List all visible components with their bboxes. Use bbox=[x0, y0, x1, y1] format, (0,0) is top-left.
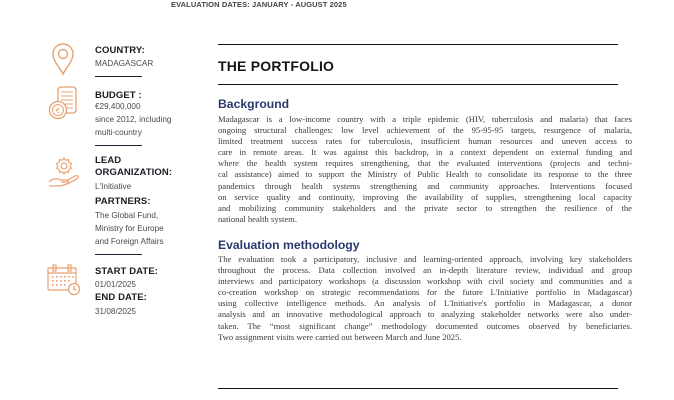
info-sidebar bbox=[0, 0, 210, 400]
partners-line-3: and Foreign Affairs bbox=[95, 237, 164, 246]
divider bbox=[95, 76, 142, 77]
text-line: using collective intelligence methods. An analysis of L'Initiative's portfolio in Madagascar, a donor bbox=[218, 298, 632, 309]
end-date-value: 31/08/2025 bbox=[95, 307, 136, 316]
map-pin-icon bbox=[50, 42, 76, 76]
start-date-label: START DATE: bbox=[95, 266, 159, 277]
text-line: Two assignment visits were carried out between March and June 2025. bbox=[218, 331, 462, 342]
hand-gear-icon bbox=[47, 155, 81, 189]
text-line: Madagascar is a low-income country with a triple epidemic (HIV, tuberculosis and malaria) that faces bbox=[218, 114, 632, 124]
text-line: care in remote areas. It was against this backdrop, in a context dependent on external funding and bbox=[218, 147, 632, 158]
divider bbox=[95, 254, 142, 255]
text-line: throughout the process. Data collection involved an in-depth literature review, individual and group bbox=[218, 265, 632, 276]
text-line: ongoing structural challenges: low level achievement of the 95-95-95 targets, resurgence of malaria, bbox=[218, 125, 632, 136]
budget-note-line-2: multi-country bbox=[95, 128, 142, 137]
methodology-paragraph bbox=[218, 254, 632, 343]
text-line: cal assistance) aimed to support the Ministry of Public Health to consolidate its response to the three bbox=[218, 169, 632, 180]
lead-organization-value: L'Initiative bbox=[95, 182, 132, 191]
evaluation-methodology-heading: Evaluation methodology bbox=[218, 238, 360, 252]
partners-line-2: Ministry for Europe bbox=[95, 224, 164, 233]
text-line: interviews and participatory workshops (a discussion workshop with civil society and communities and a bbox=[218, 276, 632, 287]
text-line: national health system. bbox=[218, 213, 297, 224]
background-paragraph bbox=[218, 114, 632, 225]
text-line: co-creation workshop on strategic recommendations for the future L'Initiative portfolio in Madagascar) bbox=[218, 287, 632, 298]
budget-note-line-1: since 2012, including bbox=[95, 115, 172, 124]
portfolio-main bbox=[218, 0, 668, 400]
bottom-rule bbox=[218, 388, 618, 389]
end-date-label: END DATE: bbox=[95, 292, 147, 303]
evaluation-dates-text: EVALUATION DATES: JANUARY - AUGUST 2025 bbox=[171, 0, 347, 9]
text-line: and mobilizing community stakeholders and the private sector to strengthen the resilience of the bbox=[218, 202, 632, 213]
partners-line-1: The Global Fund, bbox=[95, 211, 159, 220]
coins-euro-icon bbox=[48, 86, 80, 120]
text-line: on service quality and continuity, improving the availability of supplies, strengthening local capacity bbox=[218, 191, 632, 202]
calendar-clock-icon bbox=[46, 264, 82, 296]
partners-label: PARTNERS: bbox=[95, 196, 151, 207]
country-label: COUNTRY: bbox=[95, 45, 145, 56]
country-value: MADAGASCAR bbox=[95, 59, 154, 68]
start-date-value: 01/01/2025 bbox=[95, 280, 136, 289]
top-rule bbox=[218, 44, 618, 45]
text-line: limited treatment success rates for tuberculosis, insufficient human resources and uneven access to bbox=[218, 136, 632, 147]
page-title: THE PORTFOLIO bbox=[218, 58, 335, 74]
budget-amount: €29,400,000 bbox=[95, 102, 141, 111]
background-heading: Background bbox=[218, 97, 290, 111]
svg-text:€: € bbox=[55, 107, 61, 115]
text-line: analysis and an innovative methodological approach to analyzing stakeholder networks were also under- bbox=[218, 309, 632, 320]
lead-organization-label-line-2: ORGANIZATION: bbox=[95, 167, 173, 178]
text-line: where the health system requires strengthening, that the evaluated interventions (projects and techni- bbox=[218, 158, 632, 169]
text-line: pandemics through health systems strengthening and community approaches. Interventions focused bbox=[218, 180, 632, 191]
divider bbox=[95, 145, 142, 146]
text-line: The evaluation took a participatory, inclusive and learning-oriented approach, involving key stakeholders bbox=[218, 254, 632, 264]
budget-label: BUDGET : bbox=[95, 90, 142, 101]
title-rule bbox=[218, 84, 618, 85]
text-line: taken. The “most significant change” methodology documented outcomes observed by beneficiaries. bbox=[218, 320, 632, 331]
lead-organization-label-line-1: LEAD bbox=[95, 155, 122, 166]
